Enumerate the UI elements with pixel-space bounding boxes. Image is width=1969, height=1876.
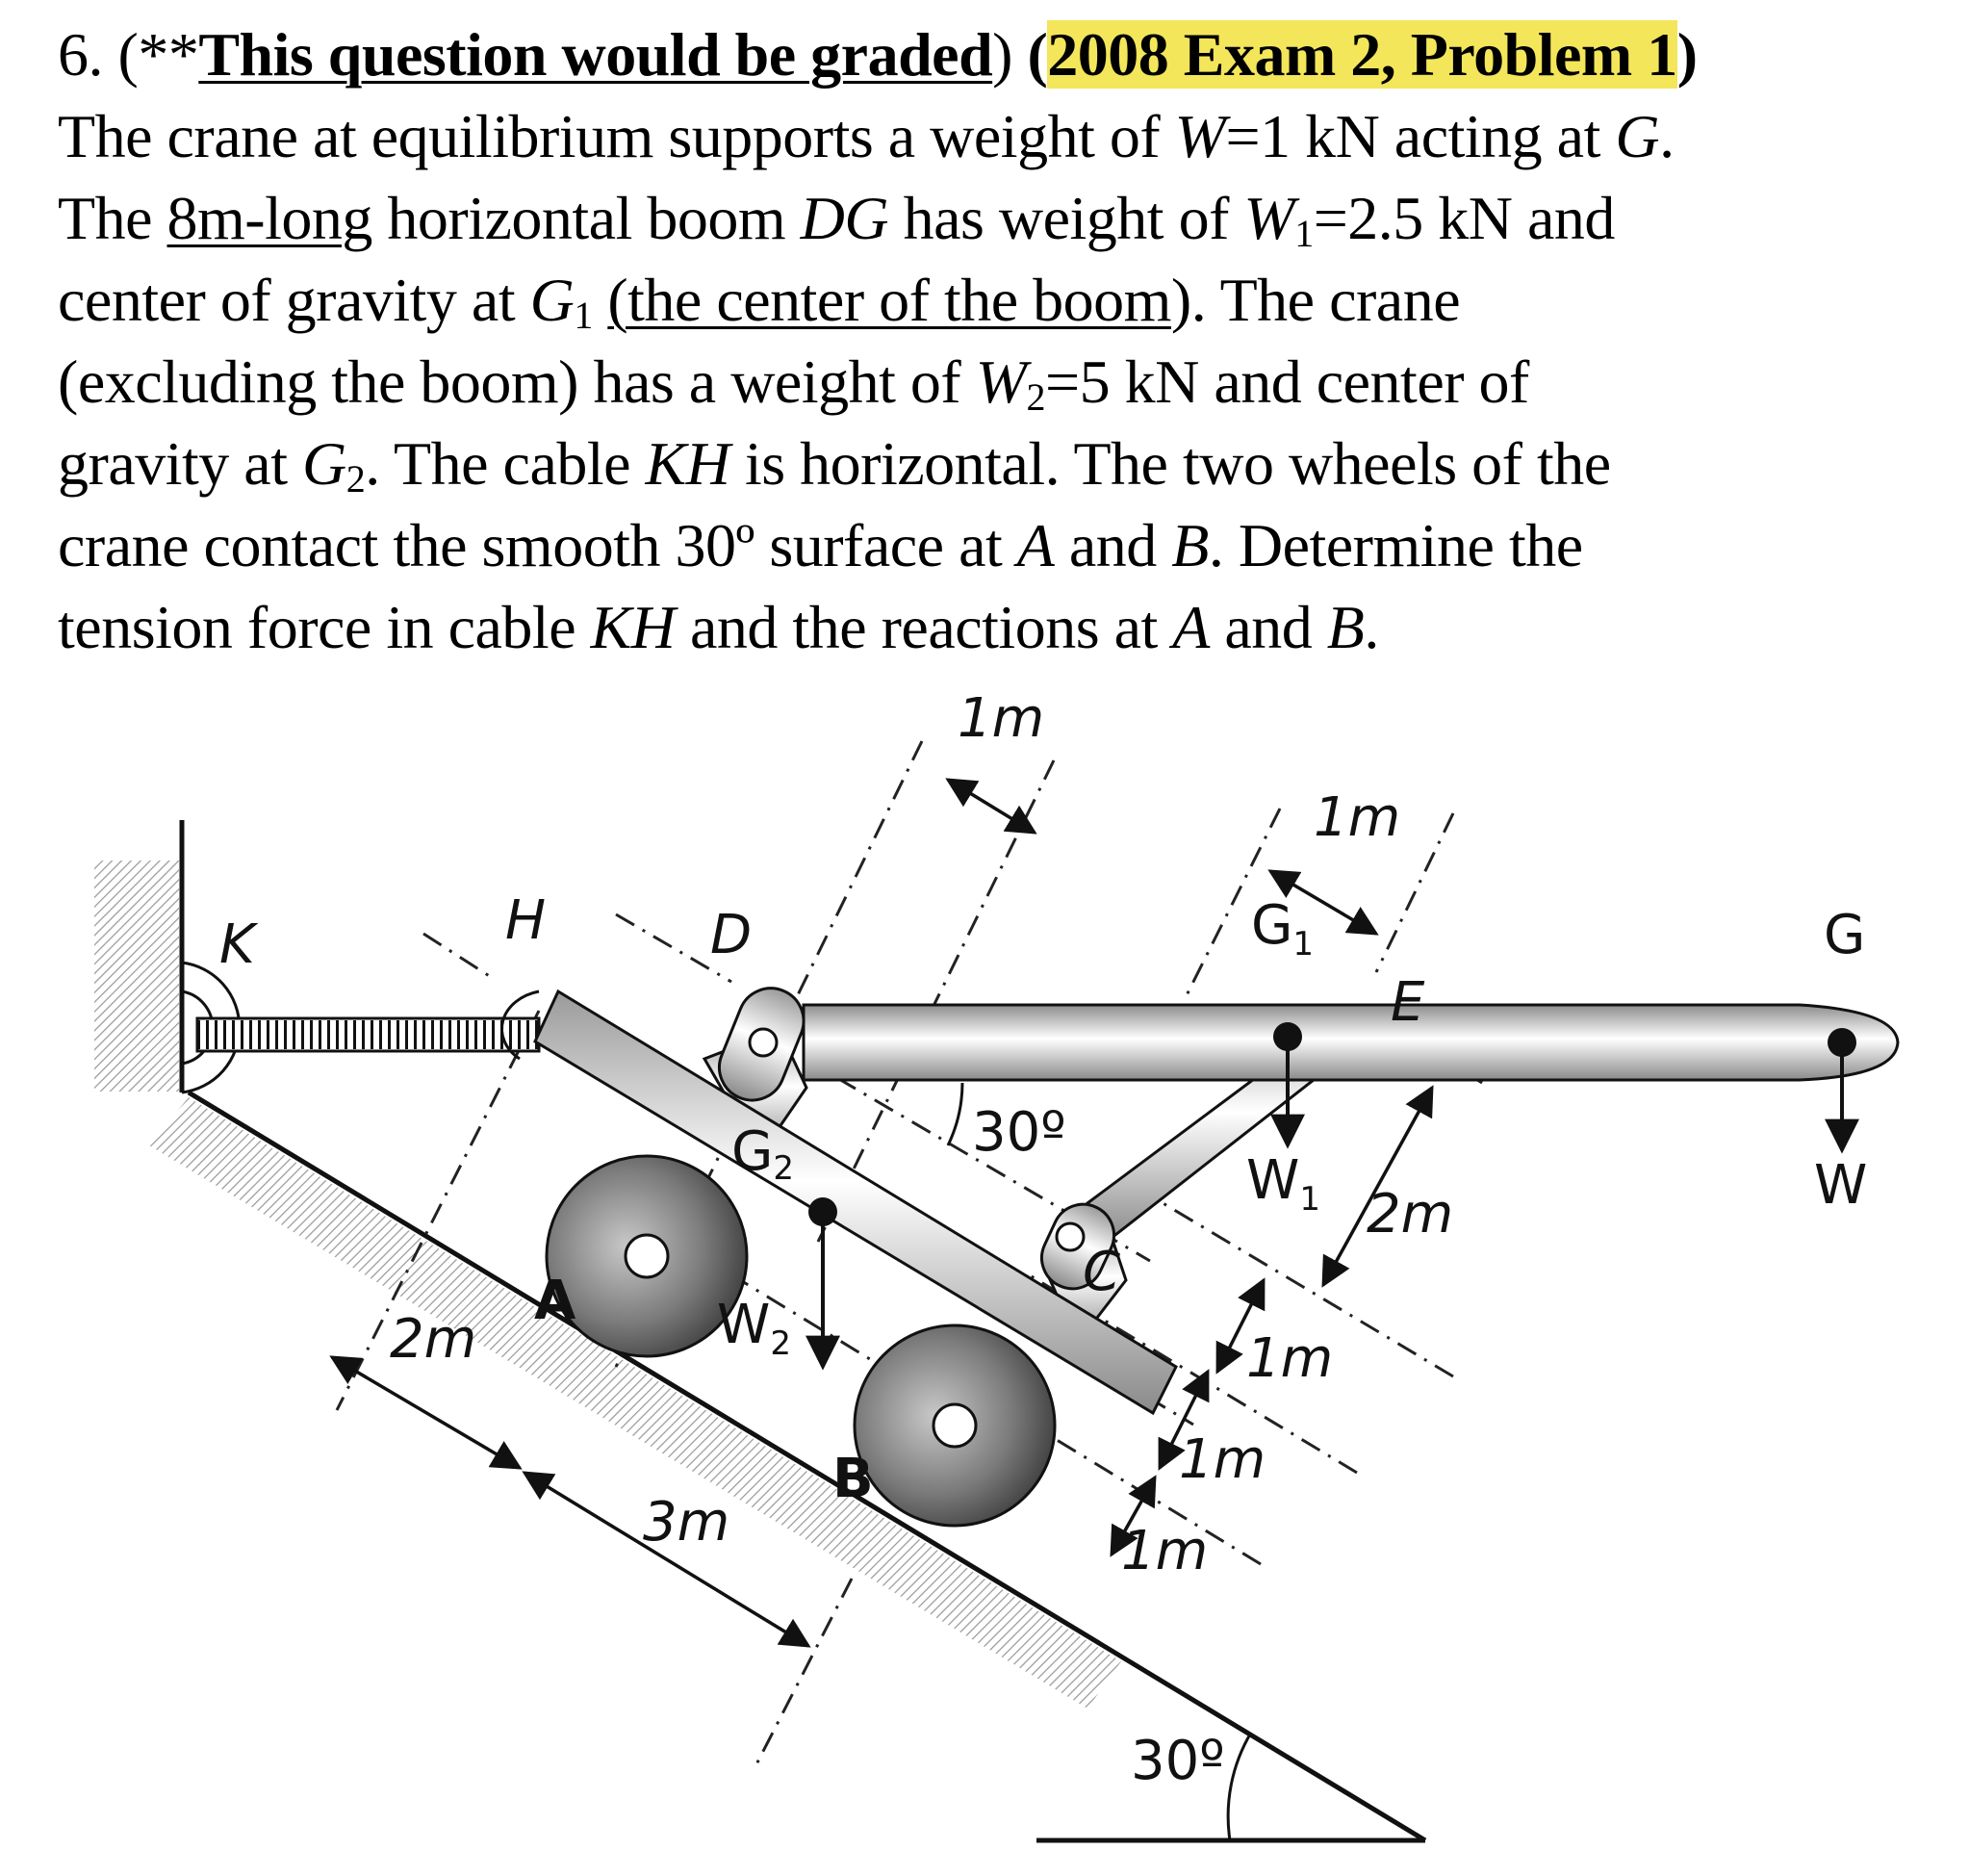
dim-perp-1: 1m <box>1246 1327 1334 1390</box>
label-force-w2: $W_2$ <box>717 1294 792 1363</box>
label-force-w: W <box>1814 1154 1868 1217</box>
label-h: H <box>505 889 547 952</box>
source-close: ) <box>1676 20 1698 89</box>
graded-suffix: ) <box>992 20 1012 89</box>
label-g: G <box>1824 904 1866 966</box>
problem-line: gravity at $G_2$. The cable KH is horizontal. The two wheels of the <box>58 429 1611 501</box>
label-d: D <box>710 904 753 966</box>
dim-perp-2: 1m <box>1179 1428 1266 1491</box>
label-a: A <box>534 1270 576 1332</box>
problem-line: The crane at equilibrium supports a weight of W=1 kN acting at G. <box>58 102 1675 170</box>
source-highlight: 2008 Exam 2, Problem 1 <box>1047 20 1677 89</box>
wheel-b <box>855 1325 1055 1526</box>
problem-line: (excluding the boom) has a weight of $W_2=5$ kN and center of <box>58 347 1529 419</box>
dim-e-2m: 2m <box>1367 1183 1454 1246</box>
dim-top-1m: 1m <box>958 687 1045 750</box>
source-open: ( <box>1027 20 1048 89</box>
problem-line: The 8m-long horizontal boom DG has weight of $W_1=2.5$ kN and <box>58 184 1615 255</box>
dim-along-3m: 3m <box>643 1491 730 1554</box>
cable-kh <box>182 963 539 1092</box>
force-w <box>1828 1028 1856 1150</box>
wall <box>94 820 182 1092</box>
boom-dg <box>709 978 1898 1145</box>
problem-line: crane contact the smooth 30º surface at A and B. Determine the <box>58 511 1583 579</box>
graded-note: This question would be graded <box>198 20 993 89</box>
dim-perp-3: 1m <box>1121 1520 1209 1582</box>
graded-prefix: (** <box>117 20 199 89</box>
label-c: C <box>1083 1241 1121 1303</box>
label-slope-angle: 30º <box>1131 1730 1225 1792</box>
problem-line: tension force in cable KH and the reactions at A and B. <box>58 593 1379 661</box>
label-g2: G2 <box>731 1120 795 1188</box>
problem-number: 6. <box>58 20 103 89</box>
problem-line: center of gravity at $G_1$ (the center of the boom). The crane <box>58 266 1461 337</box>
label-boom-angle: 30º <box>972 1101 1066 1164</box>
label-k: K <box>219 913 255 976</box>
dim-g1-1m: 1m <box>1314 786 1401 849</box>
dim-along-2m: 2m <box>390 1308 477 1371</box>
label-b: B <box>832 1448 874 1510</box>
force-w2 <box>808 1197 837 1367</box>
label-force-w1: $W_1$ <box>1246 1149 1321 1219</box>
label-e: E <box>1391 971 1425 1034</box>
label-g1: $G_1$ <box>1251 894 1315 964</box>
